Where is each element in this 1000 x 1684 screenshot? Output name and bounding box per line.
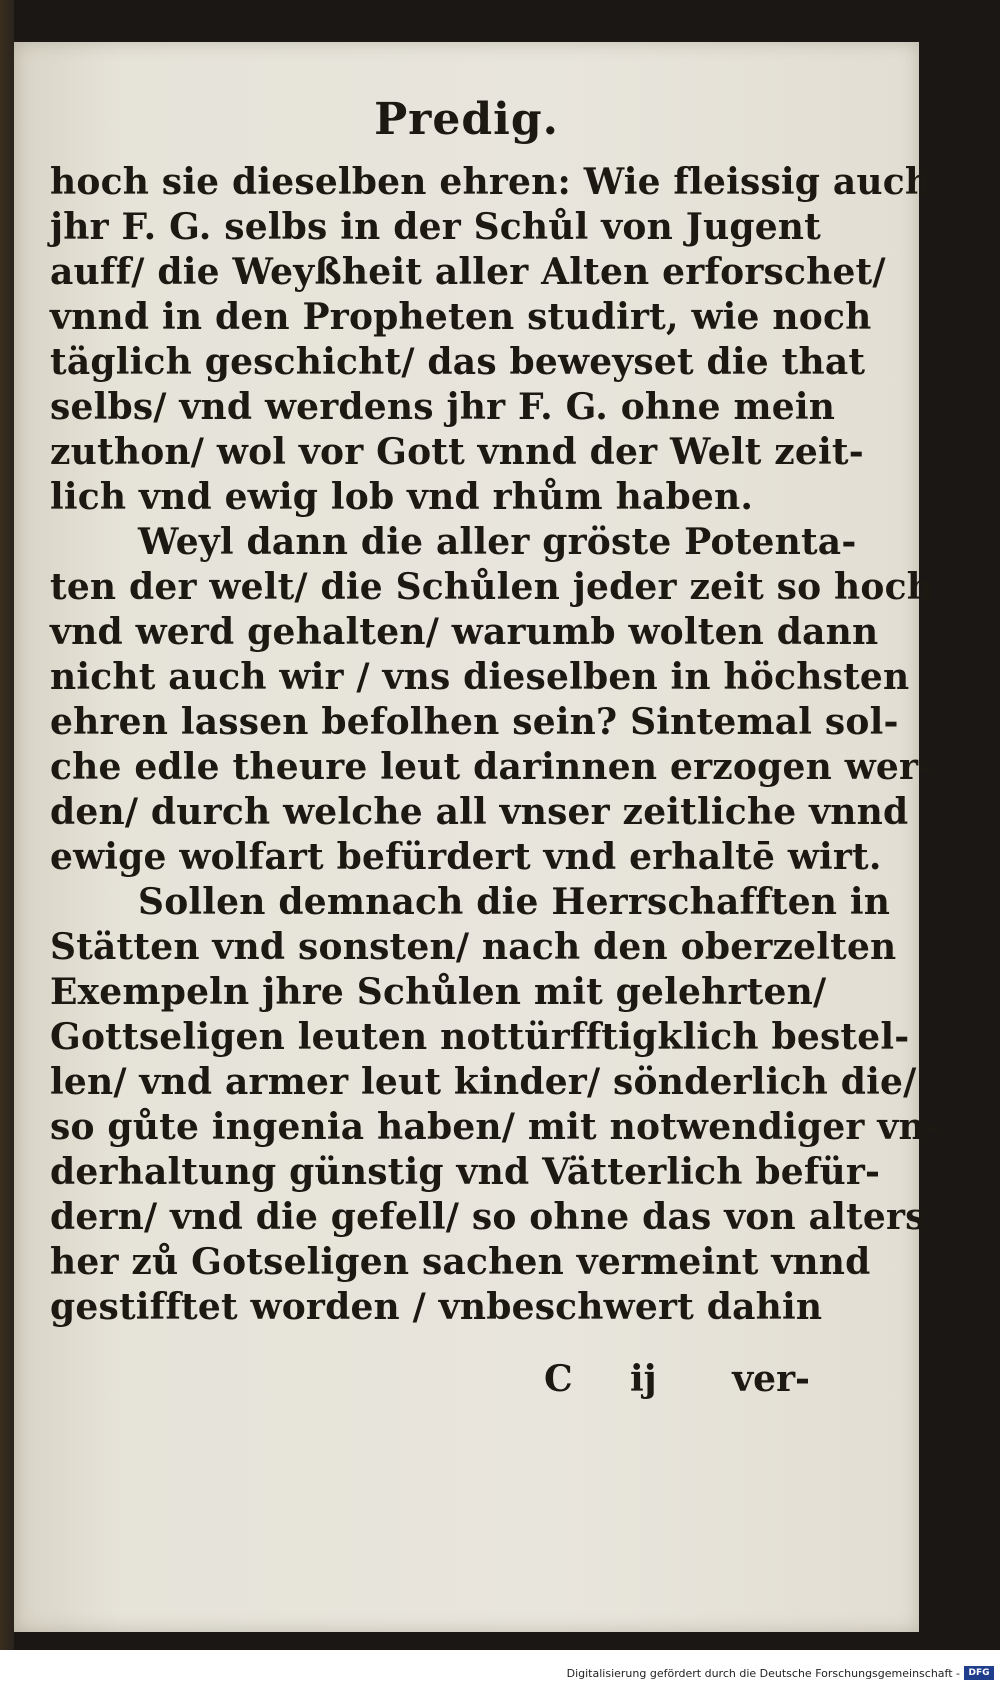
text-line: Gottseligen leuten nottürfftigklich bestel- <box>50 1016 910 1058</box>
text-body <box>50 160 940 1330</box>
text-line: so gůte ingenia haben/ mit notwendiger vn- <box>50 1106 940 1148</box>
page-header: Predig. <box>374 94 559 145</box>
text-line: Stätten vnd sonsten/ nach den oberzelten <box>50 926 897 968</box>
text-line: nicht auch wir / vns dieselben in höchsten <box>50 656 910 698</box>
book-page <box>14 42 940 1632</box>
text-line: her zů Gotseligen sachen vermeint vnnd <box>50 1241 871 1283</box>
text-line: zuthon/ wol vor Gott vnnd der Welt zeit- <box>50 431 864 473</box>
dfg-logo: DFG <box>964 1666 994 1680</box>
text-line: ewige wolfart befürdert vnd erhaltē wirt. <box>50 836 882 878</box>
text-line: lich vnd ewig lob vnd rhům haben. <box>50 476 754 518</box>
signature-mark: C <box>544 1358 573 1400</box>
text-line: ten der welt/ die Schůlen jeder zeit so hoch <box>50 566 934 608</box>
text-line: derhaltung günstig vnd Vätterlich befür- <box>50 1151 881 1193</box>
book-binding-edge <box>0 0 14 1650</box>
text-line: Exempeln jhre Schůlen mit gelehrten/ <box>50 971 827 1013</box>
text-line: den/ durch welche all vnser zeitliche vnnd <box>50 791 909 833</box>
text-line: selbs/ vnd werdens jhr F. G. ohne mein <box>50 386 836 428</box>
text-line: len/ vnd armer leut kinder/ sönderlich die/ <box>50 1061 917 1103</box>
catchword: ver- <box>732 1358 810 1400</box>
signature-number: ij <box>630 1358 657 1400</box>
text-line: Weyl dann die aller gröste Potenta- <box>138 521 857 563</box>
text-line: ehren lassen befolhen sein? Sintemal sol- <box>50 701 899 743</box>
text-line: gestifftet worden / vnbeschwert dahin <box>50 1286 823 1328</box>
digitization-credit: Digitalisierung gefördert durch die Deutsche Forschungsgemeinschaft - <box>566 1667 960 1680</box>
text-line: jhr F. G. selbs in der Schůl von Jugent <box>50 206 822 248</box>
text-line: auff/ die Weyßheit aller Alten erforschet/ <box>50 251 886 293</box>
text-line: vnnd in den Propheten studirt, wie noch <box>50 296 872 338</box>
text-line: che edle theure leut darinnen erzogen wer- <box>50 746 934 788</box>
text-line: hoch sie dieselben ehren: Wie fleissig auch <box>50 161 932 203</box>
text-line: Sollen demnach die Herrschafften in <box>138 881 891 923</box>
text-line: vnd werd gehalten/ warumb wolten dann <box>50 611 879 653</box>
signature-line <box>50 1354 810 1404</box>
text-line: dern/ vnd die gefell/ so ohne das von alters <box>50 1196 926 1238</box>
text-line: täglich geschicht/ das beweyset die that <box>50 341 866 383</box>
